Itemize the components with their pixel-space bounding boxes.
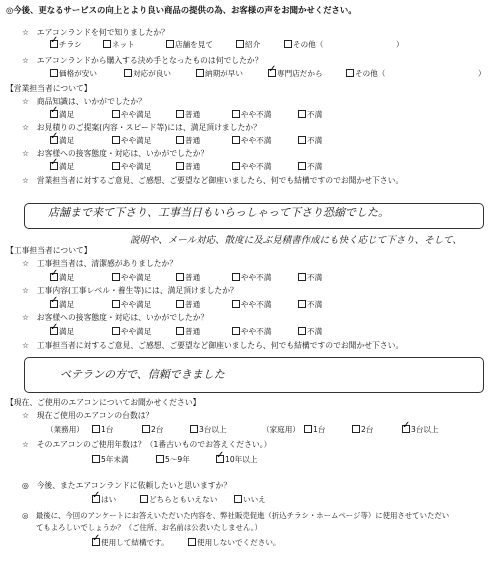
checkbox[interactable] (236, 40, 244, 48)
q2-close: ） (478, 69, 486, 78)
checkbox[interactable] (304, 425, 312, 433)
checkbox[interactable] (50, 110, 58, 118)
checkbox[interactable] (216, 455, 224, 463)
scale-option[interactable]: ✓満足 (50, 300, 74, 310)
checkbox[interactable] (176, 110, 184, 118)
scale-option[interactable]: やや満足 (112, 162, 151, 172)
checkbox[interactable] (352, 425, 360, 433)
checkbox[interactable] (298, 273, 306, 281)
years-option[interactable]: 5～9年 (156, 455, 190, 465)
checkbox[interactable] (402, 425, 410, 433)
scale-option[interactable]: 普通 (176, 300, 200, 310)
business-option[interactable]: 3台以上 (190, 425, 227, 435)
q1-option-1[interactable]: ✓チラシ (50, 40, 82, 50)
q2-option-1[interactable]: 価格が安い (50, 69, 97, 79)
checkbox[interactable] (176, 327, 184, 335)
checkbox[interactable] (298, 162, 306, 170)
scale-option[interactable]: 不満 (298, 136, 322, 146)
work-q2: ☆ 工事内容(工事レベル・養生等)には、満足頂けましたか？ (22, 286, 238, 295)
scale-option[interactable]: 普通 (176, 273, 200, 283)
checkbox[interactable] (112, 136, 120, 144)
q2-option-5[interactable]: その他（ (346, 69, 385, 79)
consent-line-2: てもよろしいでしょうか？（ご住所、お名前は公表いたしません。） (36, 523, 262, 532)
q1-option-2[interactable]: ネット (103, 40, 135, 50)
checkbox[interactable] (166, 40, 174, 48)
checkbox[interactable] (112, 110, 120, 118)
sales-q1: ☆ 商品知識は、いかがでしたか？ (22, 97, 146, 106)
scale-option[interactable]: やや不満 (232, 300, 271, 310)
scale-option[interactable]: やや不満 (232, 162, 271, 172)
checkbox[interactable] (284, 40, 292, 48)
work-q1: ☆ 工事担当者は、清潔感がありましたか？ (22, 259, 178, 268)
q1-question: ☆ エアコンランドを何で知りましたか？ (22, 28, 169, 37)
checkbox[interactable] (298, 136, 306, 144)
scale-option[interactable]: やや不満 (232, 110, 271, 120)
q2-question: ☆ エアコンランドから購入する決め手となったものは何でしたか？ (22, 56, 263, 65)
years-option[interactable]: 5年未満 (92, 455, 129, 465)
q1-option-3[interactable]: 店舗を見て (166, 40, 213, 50)
survey-header: ◎今後、更なるサービスの向上とより良い商品の提供の為、お客様の声をお聞かせください。 (6, 5, 357, 15)
checkbox[interactable] (50, 136, 58, 144)
scale-option[interactable]: 不満 (298, 110, 322, 120)
years-option[interactable]: ✓ 10年以上 (216, 455, 257, 465)
checkbox[interactable] (232, 162, 240, 170)
years-question: ☆ そのエアコンのご使用年数は？（1番古いものでお答えください。） (22, 440, 272, 449)
checkbox[interactable] (298, 110, 306, 118)
checkbox[interactable] (50, 327, 58, 335)
consent-option[interactable]: ✓使用して結構です。 (92, 538, 169, 548)
home-label: （家庭用） (262, 425, 300, 434)
checkbox[interactable] (234, 495, 242, 503)
scale-option[interactable]: やや不満 (232, 136, 271, 146)
business-option[interactable]: 2台 (142, 425, 163, 435)
checkbox[interactable] (298, 300, 306, 308)
scale-option[interactable]: 不満 (298, 327, 322, 337)
checkbox[interactable] (112, 162, 120, 170)
checkbox[interactable] (176, 162, 184, 170)
q1-close: ） (396, 40, 404, 49)
scale-option[interactable]: やや不満 (232, 327, 271, 337)
sales-q2: ☆ お見積りのご提案(内容・スピード等)には、満足頂けましたか？ (22, 123, 261, 132)
checkbox[interactable] (112, 273, 120, 281)
consent-line-1: ◎ 最後に、今回のアンケートにお答えいただいた内容を、弊社販売促進（折込チラシ・ホームページ等）に使用させていただい (22, 511, 450, 520)
scale-option[interactable]: やや満足 (112, 300, 151, 310)
work-handwriting: ベテランの方で、信頼できました (60, 368, 225, 381)
sales-section-title: 【営業担当者について】 (6, 84, 92, 93)
again-option[interactable]: いいえ (234, 495, 266, 505)
again-question: ◎ 今後、またエアコンランドに依頼したいと思いますか？ (22, 481, 232, 490)
scale-option[interactable]: 普通 (176, 327, 200, 337)
home-option[interactable]: 2台 (352, 425, 373, 435)
checkbox[interactable] (188, 538, 196, 546)
q2-option-3[interactable]: 納期が早い (196, 69, 243, 79)
checkbox[interactable] (140, 495, 148, 503)
checkbox[interactable] (232, 110, 240, 118)
sales-handwriting-2: 説明や、メール対応、散度に及ぶ見積書作成にも快く応じて下さり、そして、 (130, 235, 462, 246)
scale-option[interactable]: 普通 (176, 110, 200, 120)
checkbox[interactable] (50, 69, 58, 77)
checkbox[interactable] (346, 69, 354, 77)
work-comment-prompt: ☆ 工事担当者に対するご意見、ご感想、ご要望など御座いましたら、何でも結構ですのでお聞かせ下さい。 (22, 341, 404, 350)
checkbox[interactable] (232, 327, 240, 335)
scale-option[interactable]: 普通 (176, 136, 200, 146)
business-option[interactable]: 1台 (92, 425, 113, 435)
q2-option-2[interactable]: 対応が良い (124, 69, 171, 79)
sales-q3: ☆ お客様への接客態度・対応は、いかがでしたか？ (22, 149, 209, 158)
checkbox[interactable] (92, 538, 100, 546)
consent-option[interactable]: 使用しないでください。 (188, 538, 281, 548)
scale-option[interactable]: ✓満足 (50, 327, 74, 337)
scale-option[interactable]: ✓満足 (50, 162, 74, 172)
checkbox[interactable] (232, 273, 240, 281)
checkbox[interactable] (112, 327, 120, 335)
checkbox[interactable] (50, 162, 58, 170)
sales-comment-prompt: ☆ 営業担当者に対するご意見、ご感想、ご要望など御座いましたら、何でも結構ですのでお聞かせ下さい。 (22, 176, 404, 185)
checkbox[interactable] (112, 300, 120, 308)
again-option[interactable]: どちらともいえない (140, 495, 217, 505)
checkbox[interactable] (196, 69, 204, 77)
checkbox[interactable] (50, 40, 58, 48)
scale-option[interactable]: やや満足 (112, 273, 151, 283)
scale-option[interactable]: 不満 (298, 273, 322, 283)
business-label: （業務用） (46, 425, 84, 434)
checkbox[interactable] (92, 455, 100, 463)
checkbox[interactable] (232, 136, 240, 144)
q2-option-4[interactable]: ✓ 専門店だから (268, 69, 323, 79)
sales-handwriting-1: 店舗まで来て下さり、工事当日もいらっしゃって下さり恐縮でした。 (48, 206, 389, 219)
checkbox[interactable] (50, 273, 58, 281)
q1-option-4[interactable]: 紹介 (236, 40, 260, 50)
scale-option[interactable]: 不満 (298, 300, 322, 310)
scale-option[interactable]: 普通 (176, 162, 200, 172)
checkbox[interactable] (190, 425, 198, 433)
scale-option[interactable]: やや不満 (232, 273, 271, 283)
home-option[interactable]: 1台 (304, 425, 325, 435)
q1-option-5[interactable]: その他（ (284, 40, 323, 50)
again-option[interactable]: ✓はい (92, 495, 116, 505)
checkbox[interactable] (176, 273, 184, 281)
scale-option[interactable]: ✓満足 (50, 273, 74, 283)
checkbox[interactable] (176, 136, 184, 144)
scale-option[interactable]: ✓満足 (50, 110, 74, 120)
checkbox[interactable] (176, 300, 184, 308)
checkbox[interactable] (268, 69, 276, 77)
count-question: ☆ 現在ご使用のエアコンの台数は？ (22, 411, 154, 420)
checkbox[interactable] (92, 495, 100, 503)
work-q3: ☆ お客様への接客態度・対応は、いかがでしたか？ (22, 313, 209, 322)
scale-option[interactable]: やや満足 (112, 110, 151, 120)
work-section-title: 【工事担当者について】 (6, 246, 92, 255)
scale-option[interactable]: やや満足 (112, 136, 151, 146)
checkbox[interactable] (298, 327, 306, 335)
checkbox[interactable] (92, 425, 100, 433)
scale-option[interactable]: 不満 (298, 162, 322, 172)
checkbox[interactable] (232, 300, 240, 308)
current-section-title: 【現在、ご使用のエアコンについてお聞かせください】 (6, 398, 201, 407)
checkbox[interactable] (124, 69, 132, 77)
home-option[interactable]: ✓ 3台以上 (402, 425, 439, 435)
scale-option[interactable]: やや満足 (112, 327, 151, 337)
checkbox[interactable] (156, 455, 164, 463)
checkbox[interactable] (50, 300, 58, 308)
scale-option[interactable]: ✓満足 (50, 136, 74, 146)
checkbox[interactable] (142, 425, 150, 433)
checkbox[interactable] (103, 40, 111, 48)
